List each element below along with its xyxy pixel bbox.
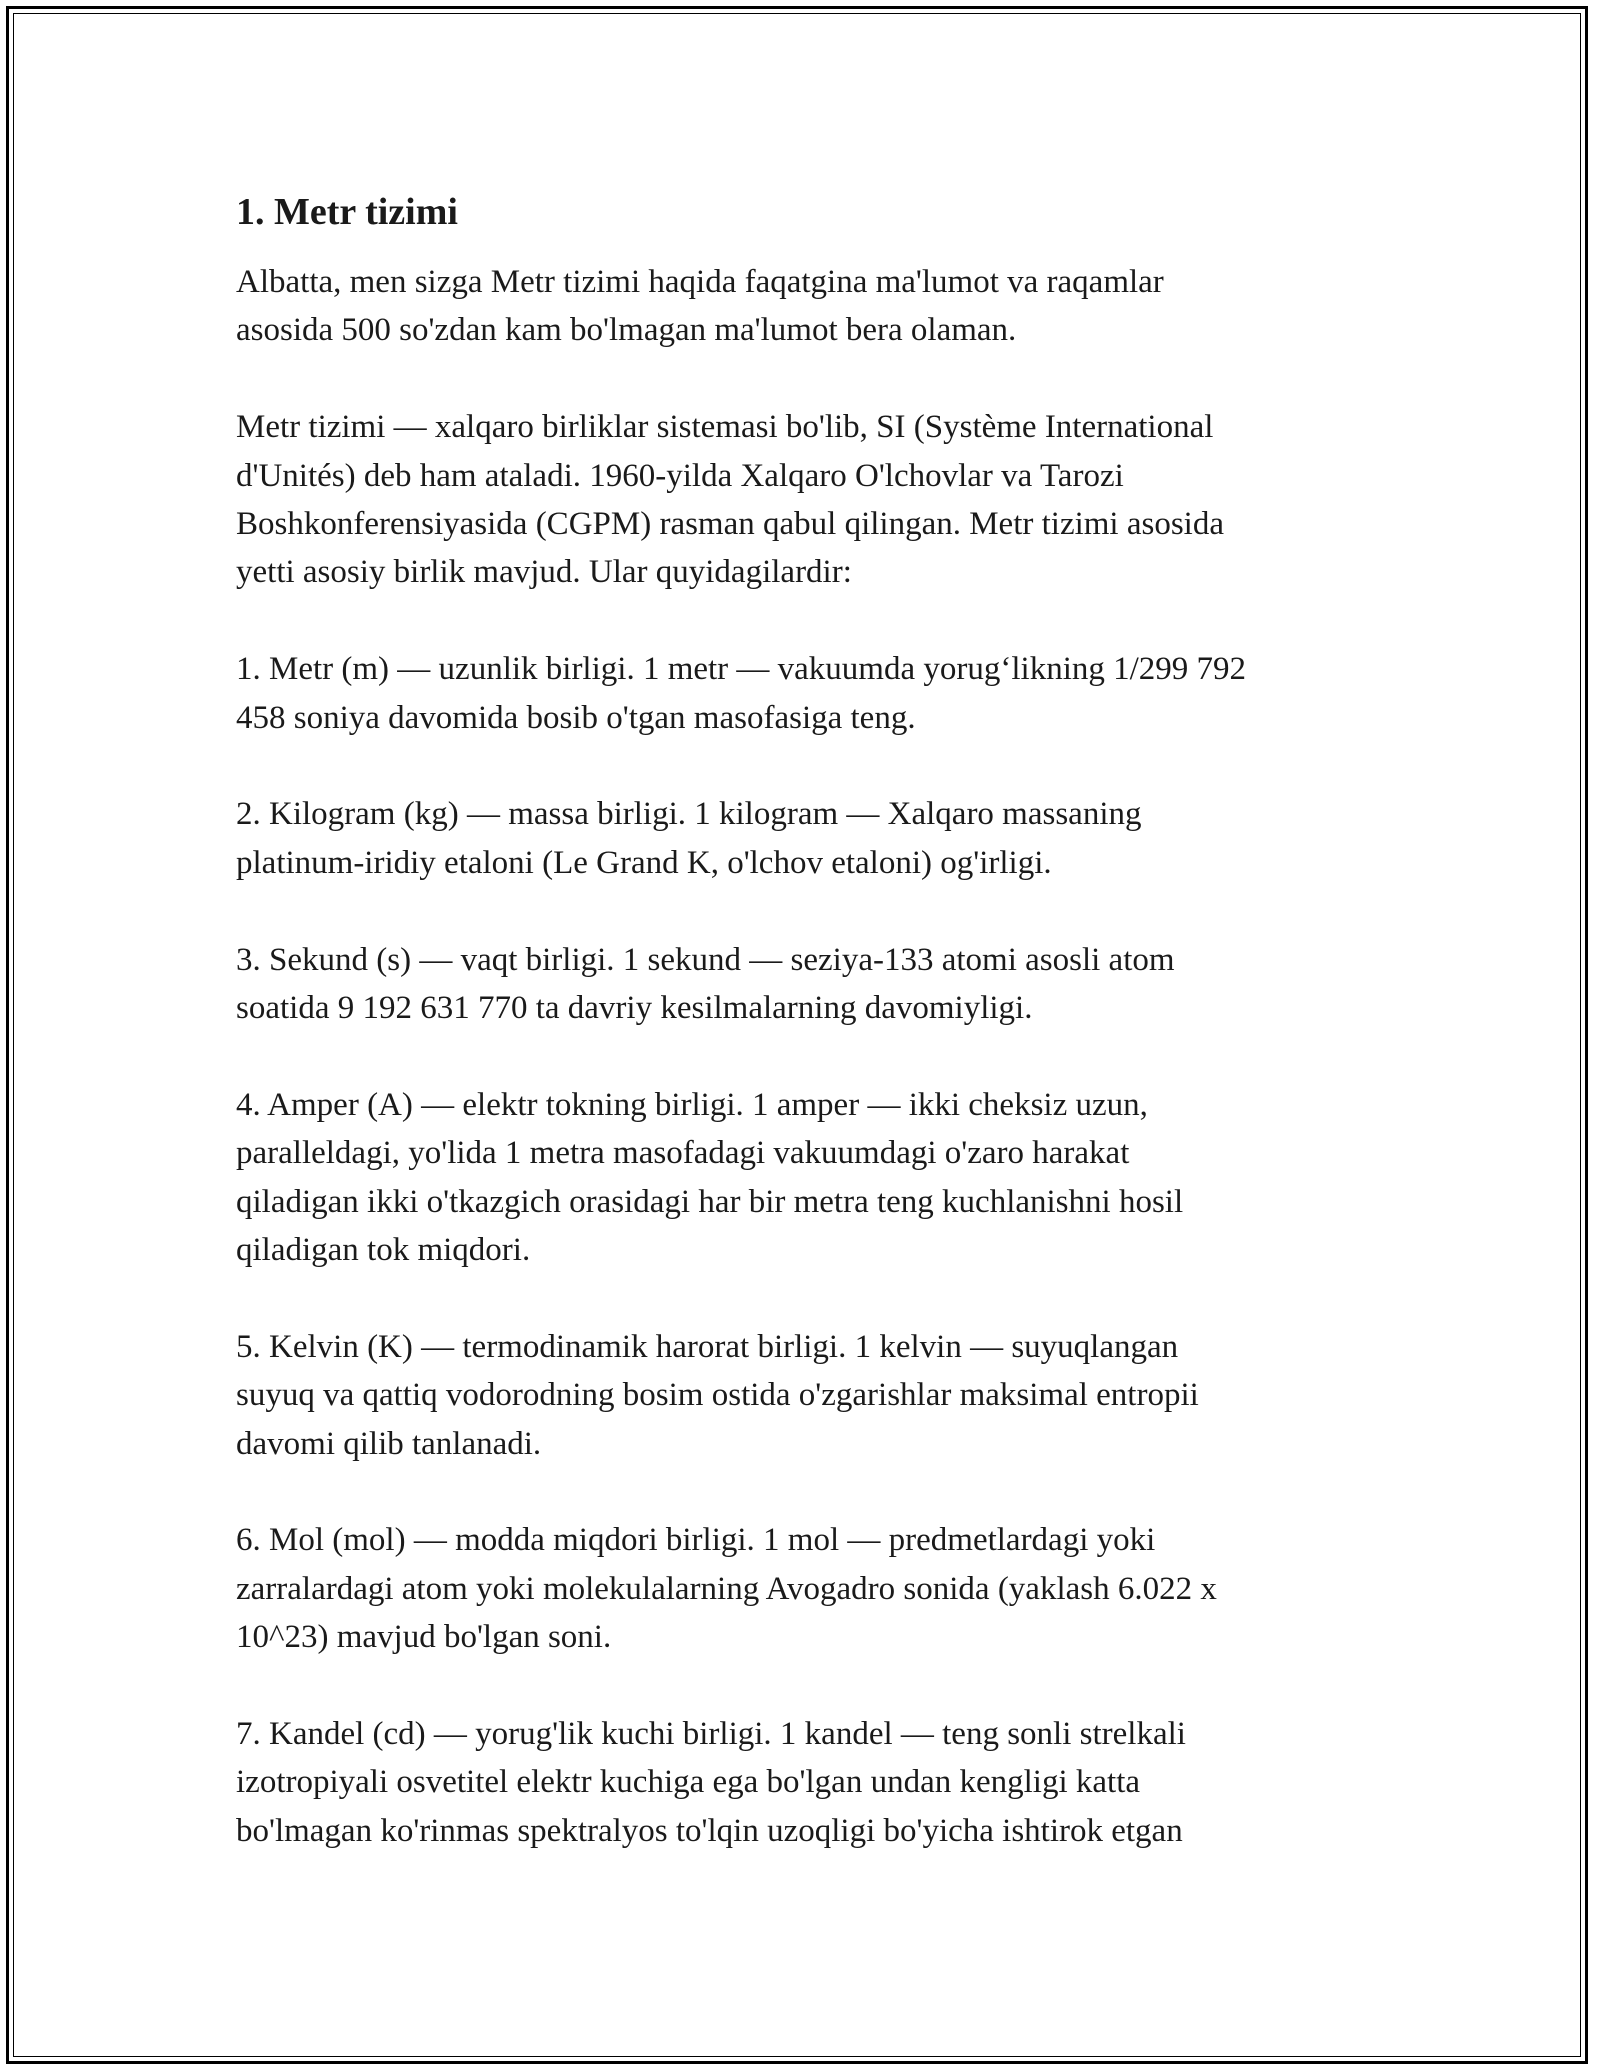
unit-item-kelvin: 5. Kelvin (K) — termodinamik harorat birligi. 1 kelvin — suyuqlangan suyuq va qattiq vodorodning bosim ostida o'zgarishlar maksimal entropii davomi qilib tanlanadi. — [236, 1328, 1199, 1462]
unit-item-second: 3. Sekund (s) — vaqt birligi. 1 sekund — seziya-133 atomi asosli atom soatida 9 192 631 770 ta davriy kesilmalarning davomiyligi. — [236, 941, 1175, 1027]
intro-paragraph: Albatta, men sizga Metr tizimi haqida faqatgina ma'lumot va raqamlar asosida 500 so'zdan kam bo'lmagan ma'lumot bera olaman. — [236, 264, 1164, 349]
si-description-paragraph: Metr tizimi — xalqaro birliklar sistemasi bo'lib, SI (Système International d'Unités) deb ham ataladi. 1960-yilda Xalqaro O'lchovlar va Tarozi Boshkonferensiyasida (CGPM) rasman qabul qilingan. Metr tizimi asosida yetti asosiy birlik mavjud. Ular quyidagilardir: — [236, 409, 1225, 591]
unit-item-candela: 7. Kandel (cd) — yorug'lik kuchi birligi. 1 kandel — teng sonli strelkali izotropiyali osvetitel elektr kuchiga ega bo'lgan undan kengligi katta bo'lmagan ko'rinmas spektralyos to'lqin uzoqligi bo'yicha ishtirok etgan — [236, 1716, 1186, 1849]
section-title: 1. Metr tizimi — [236, 191, 458, 233]
unit-item-ampere: 4. Amper (A) — elektr tokning birligi. 1 amper — ikki cheksiz uzun, paralleldagi, yo'lida 1 metra masofadagi vakuumdagi o'zaro harakat qiladigan ikki o'tkazgich orasidagi har bir metra teng kuchlanishni hosil qiladigan tok miqdori. — [236, 1086, 1184, 1269]
unit-item-mole: 6. Mol (mol) — modda miqdori birligi. 1 mol — predmetlardagi yoki zarralardagi atom yoki molekulalarning Avogadro sonida (yaklash 6.022 x 10^23) mavjud bo'lgan soni. — [236, 1522, 1217, 1656]
unit-item-kilogram: 2. Kilogram (kg) — massa birligi. 1 kilogram — Xalqaro massaning platinum-iridiy etaloni (Le Grand K, o'lchov etaloni) og'irligi. — [236, 796, 1142, 881]
unit-item-metre: 1. Metr (m) — uzunlik birligi. 1 metr — vakuumda yorug‘likning 1/299 792 458 soniya davomida bosib o'tgan masofasiga teng. — [236, 651, 1247, 736]
document-body — [236, 186, 1376, 1904]
